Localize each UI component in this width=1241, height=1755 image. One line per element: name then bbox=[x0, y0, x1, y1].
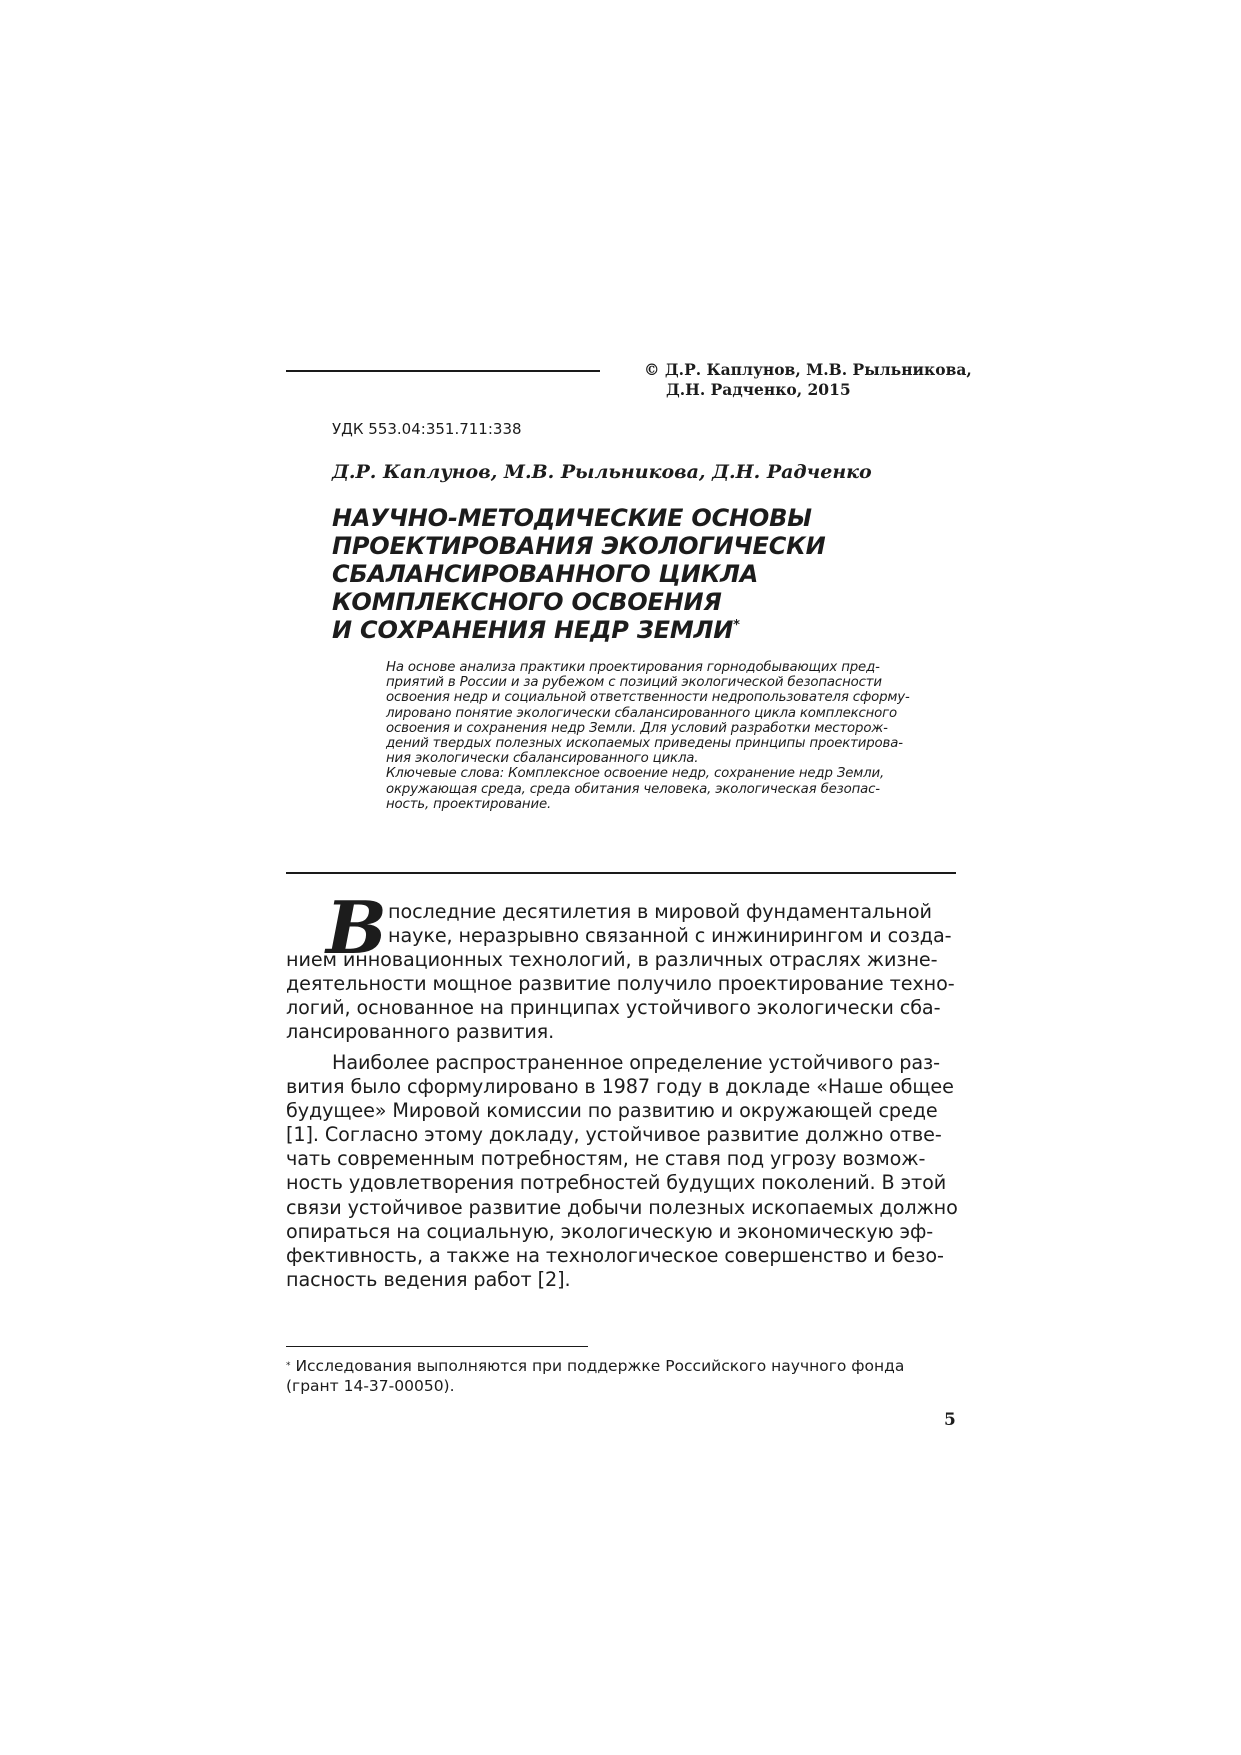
body-line: Наиболее распространенное определение устойчивого раз- bbox=[332, 1051, 940, 1074]
body-line: деятельности мощное развитие получило проектирование техно- bbox=[286, 972, 955, 996]
footnote-line-1 bbox=[286, 1356, 966, 1376]
abstract-line: освоения и сохранения недр Земли. Для условий разработки месторож- bbox=[386, 720, 888, 736]
title-footnote-mark: * bbox=[733, 618, 740, 633]
keywords-line: ность, проектирование. bbox=[386, 796, 552, 812]
body-line: вития было сформулировано в 1987 году в докладе «Наше общее bbox=[286, 1075, 954, 1099]
body-line: чать современным потребностям, не ставя под угрозу возмож- bbox=[286, 1147, 926, 1171]
title-line-text: И СОХРАНЕНИЯ НЕДР ЗЕМЛИ bbox=[332, 616, 734, 644]
footnote-mark: * bbox=[286, 1361, 291, 1371]
header-rule bbox=[286, 370, 600, 372]
footnote bbox=[286, 1356, 966, 1396]
footnote-text: Исследования выполняются при поддержке Российского научного фонда bbox=[295, 1357, 905, 1375]
body-line: лансированного развития. bbox=[286, 1020, 555, 1044]
paragraph-1 bbox=[286, 900, 966, 1045]
keywords-line: Ключевые слова: Комплексное освоение недр, сохранение недр Земли, bbox=[386, 766, 885, 782]
drop-cap: В bbox=[326, 885, 387, 970]
article-title bbox=[332, 504, 932, 644]
body-line: ность удовлетворения потребностей будущих поколений. В этой bbox=[286, 1171, 947, 1195]
body-line: будущее» Мировой комиссии по развитию и окружающей среде bbox=[286, 1099, 938, 1123]
paragraph-2 bbox=[286, 1051, 966, 1292]
body-line: последние десятилетия в мировой фундаментальной bbox=[388, 900, 932, 923]
abstract bbox=[386, 660, 966, 812]
authors: Д.Р. Каплунов, М.В. Рыльникова, Д.Н. Радченко bbox=[332, 461, 872, 483]
abstract-line: ния экологически сбалансированного цикла. bbox=[386, 751, 699, 767]
body-line: [1]. Согласно этому докладу, устойчивое развитие должно отве- bbox=[286, 1123, 942, 1147]
page-number: 5 bbox=[944, 1410, 956, 1430]
section-divider bbox=[286, 872, 956, 874]
body-line: нием инновационных технологий, в различных отраслях жизне- bbox=[286, 948, 938, 972]
copyright-line-2: Д.Н. Радченко, 2015 bbox=[666, 380, 851, 399]
keywords-line: окружающая среда, среда обитания человека, экологическая безопас- bbox=[386, 781, 880, 797]
title-line: ПРОЕКТИРОВАНИЯ ЭКОЛОГИЧЕСКИ bbox=[332, 532, 826, 560]
footnote-rule bbox=[286, 1346, 588, 1347]
title-line: НАУЧНО-МЕТОДИЧЕСКИЕ ОСНОВЫ bbox=[332, 504, 812, 532]
abstract-line: дений твердых полезных ископаемых приведены принципы проектирова- bbox=[386, 736, 903, 752]
title-line: КОМПЛЕКСНОГО ОСВОЕНИЯ bbox=[332, 588, 722, 616]
body-line: опираться на социальную, экологическую и экономическую эф- bbox=[286, 1219, 934, 1243]
footnote-line-2: (грант 14-37-00050). bbox=[286, 1377, 455, 1395]
copyright-line-1: © Д.Р. Каплунов, М.В. Рыльникова, bbox=[644, 360, 972, 379]
copyright-notice bbox=[644, 360, 974, 400]
abstract-line: лировано понятие экологически сбалансированного цикла комплексного bbox=[386, 705, 897, 721]
body-line: пасность ведения работ [2]. bbox=[286, 1267, 571, 1291]
title-line: СБАЛАНСИРОВАННОГО ЦИКЛА bbox=[332, 560, 759, 588]
abstract-line: освоения недр и социальной ответственности недропользователя сформу- bbox=[386, 690, 910, 706]
body-line: фективность, а также на технологическое совершенство и безо- bbox=[286, 1243, 944, 1267]
udc-code: УДК 553.04:351.711:338 bbox=[332, 420, 522, 438]
body-line: связи устойчивое развитие добычи полезных ископаемых должно bbox=[286, 1195, 958, 1219]
abstract-line: На основе анализа практики проектирования горнодобывающих пред- bbox=[386, 660, 880, 675]
body-line: логий, основанное на принципах устойчивого экологически сба- bbox=[286, 996, 941, 1020]
body-line: науке, неразрывно связанной с инжинирингом и созда- bbox=[388, 924, 952, 948]
abstract-line: приятий в России и за рубежом с позиций экологической безопасности bbox=[386, 675, 882, 691]
title-line-last bbox=[332, 616, 932, 644]
